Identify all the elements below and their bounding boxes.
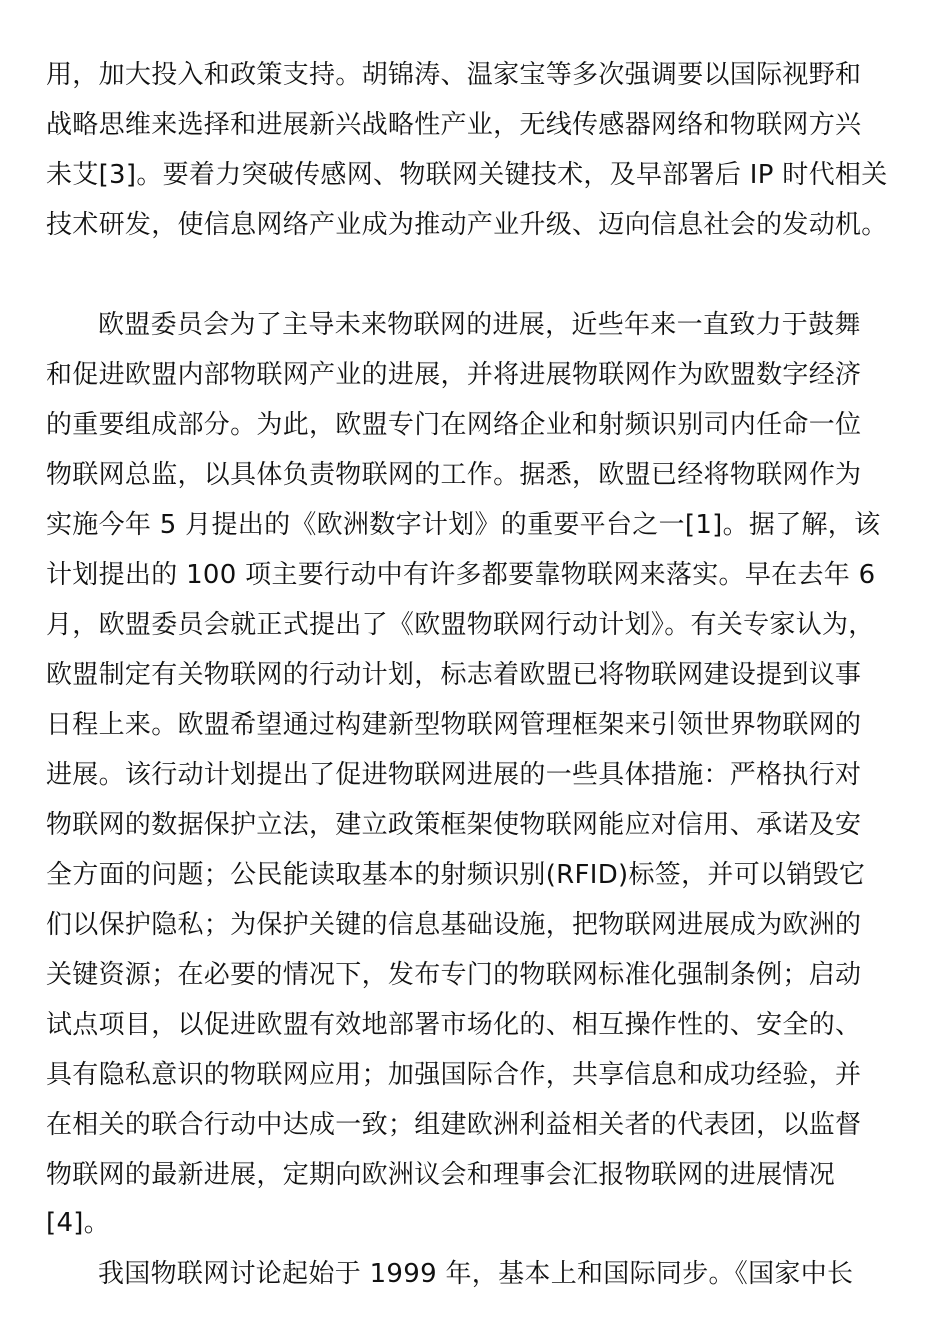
paragraph-line: 关键资源；在必要的情况下，发布专门的物联网标准化强制条例；启动	[46, 960, 862, 990]
paragraph-line: 欧盟委员会为了主导未来物联网的进展，近些年来一直致力于鼓舞	[98, 310, 861, 340]
paragraph-line: 我国物联网讨论起始于 1999 年，基本上和国际同步。《国家中长	[98, 1259, 854, 1289]
paragraph-line: 们以保护隐私；为保护关键的信息基础设施，把物联网进展成为欧洲的	[46, 910, 862, 940]
paragraph-line: 用，加大投入和政策支持。胡锦涛、温家宝等多次强调要以国际视野和	[46, 60, 862, 90]
paragraph-line: 和促进欧盟内部物联网产业的进展，并将进展物联网作为欧盟数字经济	[46, 360, 862, 390]
paragraph-line: 月，欧盟委员会就正式提出了《欧盟物联网行动计划》。有关专家认为，	[46, 610, 875, 640]
paragraph-line: 物联网的最新进展，定期向欧洲议会和理事会汇报物联网的进展情况	[46, 1160, 836, 1190]
paragraph-line: 战略思维来选择和进展新兴战略性产业，无线传感器网络和物联网方兴	[46, 110, 862, 140]
paragraph-line: 全方面的问题；公民能读取基本的射频识别(RFID)标签，并可以销毁它	[46, 860, 866, 890]
paragraph-line: 未艾[3]。要着力突破传感网、物联网关键技术，及早部署后 IP 时代相关	[46, 160, 888, 190]
paragraph-line: 计划提出的 100 项主要行动中有许多都要靠物联网来落实。早在去年 6	[46, 560, 876, 590]
paragraph-line: 在相关的联合行动中达成一致；组建欧洲利益相关者的代表团，以监督	[46, 1110, 862, 1140]
paragraph-line: 物联网的数据保护立法，建立政策框架使物联网能应对信用、承诺及安	[46, 810, 862, 840]
paragraph-line: 物联网总监，以具体负责物联网的工作。据悉，欧盟已经将物联网作为	[46, 460, 862, 490]
paragraph-line: 实施今年 5 月提出的《欧洲数字计划》的重要平台之一[1]。据了解，该	[46, 510, 881, 540]
paragraph-line: 试点项目，以促进欧盟有效地部署市场化的、相互操作性的、安全的、	[46, 1010, 862, 1040]
paragraph-line: 进展。该行动计划提出了促进物联网进展的一些具体措施：严格执行对	[46, 760, 862, 790]
paragraph-line: [4]。	[46, 1208, 111, 1238]
paragraph-line: 具有隐私意识的物联网应用；加强国际合作，共享信息和成功经验，并	[46, 1060, 862, 1090]
paragraph-line: 欧盟制定有关物联网的行动计划，标志着欧盟已将物联网建设提到议事	[46, 660, 862, 690]
paragraph-line: 技术研发，使信息网络产业成为推动产业升级、迈向信息社会的发动机。	[46, 210, 888, 240]
paragraph-line: 日程上来。欧盟希望通过构建新型物联网管理框架来引领世界物联网的	[46, 710, 862, 740]
paragraph-line: 的重要组成部分。为此，欧盟专门在网络企业和射频识别司内任命一位	[46, 410, 862, 440]
